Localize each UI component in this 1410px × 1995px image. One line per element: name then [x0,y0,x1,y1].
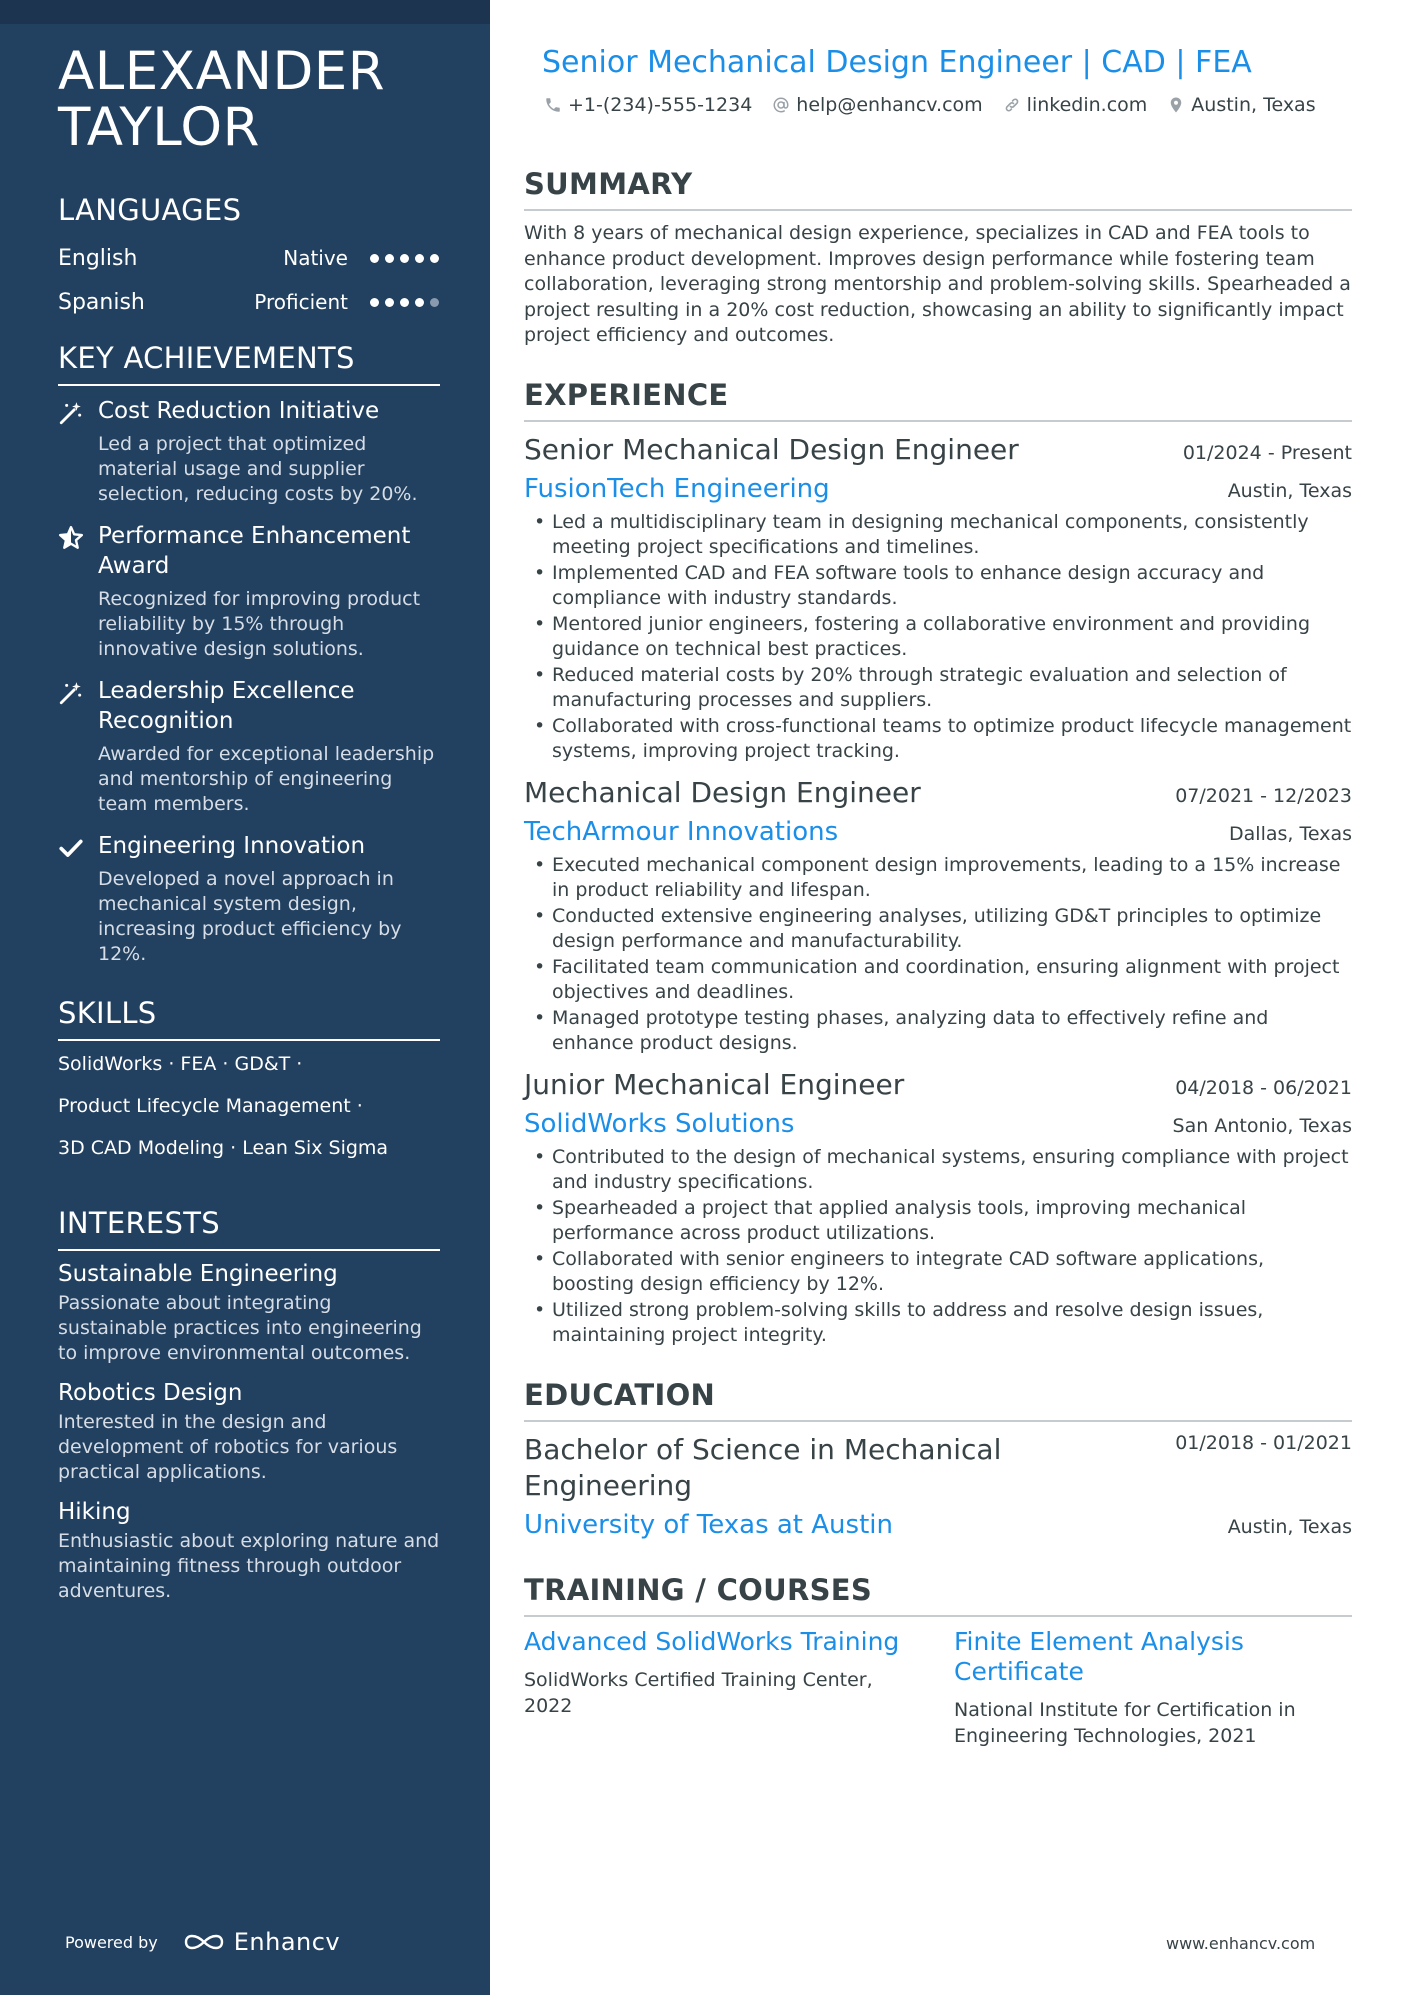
course-item [524,1627,954,1749]
company-name: TechArmour Innovations [524,816,839,847]
job-bullet: • Utilized strong problem-solving skills to address and resolve design issues, maintaining project integrity. [524,1298,1352,1349]
headline: Senior Mechanical Design Engineer | CAD | FEA [542,45,1252,80]
contact-bar [524,94,1352,116]
proficiency-dot [370,298,379,307]
star-icon [58,525,84,551]
language-proficiency-dots [370,254,439,263]
job-bullet: • Led a multidisciplinary team in designing mechanical components, consistently meeting project specifications and timelines. [524,510,1352,561]
job-title: Junior Mechanical Engineer [524,1067,905,1101]
languages-section [58,192,440,324]
job-bullet: • Facilitated team communication and coordination, ensuring alignment with project objectives and deadlines. [524,955,1352,1006]
achievement-description: Recognized for improving product reliability by 15% through innovative design solutions. [98,588,421,660]
linkedin-text: linkedin.com [1026,94,1148,116]
achievement-item [58,396,440,507]
course-description: National Institute for Certification in Engineering Technologies, 2021 [954,1698,1296,1747]
achievement-title: Engineering Innovation [98,833,366,859]
first-name: ALEXANDER [58,41,386,102]
experience-section [524,377,1352,1349]
language-row [58,280,440,324]
enhancv-logo-icon [182,1930,226,1954]
proficiency-dot [400,298,409,307]
link-icon [1003,96,1021,114]
candidate-name [58,41,440,158]
proficiency-dot [400,254,409,263]
skills-title: SKILLS [58,995,440,1041]
last-name: TAYLOR [58,97,260,158]
achievements-section [58,340,440,967]
checkmark-icon [58,835,84,861]
course-item [954,1627,1352,1749]
enhancv-logo[interactable] [182,1928,340,1956]
magic-wand-icon [58,400,84,426]
training-section [524,1572,1352,1749]
achievement-item [58,831,440,967]
job-bullets [524,1145,1352,1349]
achievements-title: KEY ACHIEVEMENTS [58,340,440,386]
enhancv-brand: Enhancv [233,1928,341,1956]
proficiency-dot [385,254,394,263]
skill-line: SolidWorks · FEA · GD&T · [58,1053,303,1075]
summary-section [524,166,1352,349]
job-entry [524,432,1352,765]
language-row [58,236,440,280]
achievement-description: Awarded for exceptional leadership and mentorship of engineering team members. [98,743,435,815]
job-bullet: • Conducted extensive engineering analyses, utilizing GD&T principles to optimize design performance and manufacturability. [524,904,1352,955]
achievement-description: Developed a novel approach in mechanical system design, increasing product efficiency by 12%. [98,868,402,965]
proficiency-dot-empty [430,298,439,307]
language-level: Native [283,246,348,270]
at-sign-icon [772,96,790,114]
skill-line: Product Lifecycle Management · [58,1095,363,1117]
degree: Bachelor of Science in Mechanical Engineering [524,1432,1002,1502]
summary-title: SUMMARY [524,166,1352,211]
job-bullets [524,510,1352,765]
interest-description: Interested in the design and development of robotics for various practical applications. [58,1411,398,1483]
job-bullet: • Mentored junior engineers, fostering a collaborative environment and providing guidance on technical best practices. [524,612,1352,663]
language-level: Proficient [254,290,348,314]
job-bullets [524,853,1352,1057]
contact-phone[interactable] [544,94,752,116]
proficiency-dot [415,298,424,307]
powered-by-label: Powered by [65,1932,158,1952]
resume-header [524,44,1352,116]
sidebar-content [58,41,440,1604]
job-location: San Antonio, Texas [1172,1114,1352,1137]
location-pin-icon [1167,96,1185,114]
sidebar [0,0,490,1995]
interest-description: Enthusiastic about exploring nature and maintaining fitness through outdoor adventures. [58,1530,440,1602]
job-entry [524,775,1352,1057]
achievement-title: Cost Reduction Initiative [98,398,380,424]
job-location: Dallas, Texas [1229,822,1352,845]
location-text: Austin, Texas [1191,94,1316,116]
job-bullet: • Executed mechanical component design improvements, leading to a 15% increase in product reliability and lifespan. [524,853,1352,904]
powered-by [65,1928,340,1956]
company-name: FusionTech Engineering [524,473,830,504]
course-title: Finite Element Analysis Certificate [954,1626,1244,1686]
phone-icon [544,96,562,114]
job-entry [524,1067,1352,1349]
magic-wand-icon [58,680,84,706]
email-text: help@enhancv.com [796,94,983,116]
job-dates: 01/2024 - Present [1182,441,1352,464]
course-description: SolidWorks Certified Training Center, 2022 [524,1668,873,1717]
job-bullet: • Managed prototype testing phases, analyzing data to effectively refine and enhance product designs. [524,1006,1352,1057]
contact-linkedin[interactable] [1003,94,1148,116]
job-location: Austin, Texas [1227,479,1352,502]
skills-section [58,995,440,1169]
job-bullet: • Spearheaded a project that applied analysis tools, improving mechanical performance across product utilizations. [524,1196,1352,1247]
job-bullet: • Collaborated with cross-functional teams to optimize product lifecycle management systems, improving project tracking. [524,714,1352,765]
education-dates: 01/2018 - 01/2021 [1175,1431,1352,1454]
achievement-item [58,676,440,817]
contact-location [1167,94,1315,116]
language-name: English [58,245,138,271]
interest-description: Passionate about integrating sustainable practices into engineering to improve environmental outcomes. [58,1292,422,1364]
job-bullet: • Reduced material costs by 20% through strategic evaluation and selection of manufacturing processes and suppliers. [524,663,1352,714]
job-bullet: • Contributed to the design of mechanical systems, ensuring compliance with project and industry specifications. [524,1145,1352,1196]
education-section [524,1377,1352,1542]
experience-title: EXPERIENCE [524,377,1352,422]
achievement-title: Leadership Excellence Recognition [98,678,355,734]
language-proficiency-dots [370,298,439,307]
education-title: EDUCATION [524,1377,1352,1422]
interests-section [58,1205,440,1604]
company-name: SolidWorks Solutions [524,1108,795,1139]
language-name: Spanish [58,289,145,315]
achievement-item [58,521,440,662]
footer-website[interactable]: www.enhancv.com [1166,1934,1316,1953]
job-bullet: • Collaborated with senior engineers to integrate CAD software applications, boosting design efficiency by 12%. [524,1247,1352,1298]
skill-line: 3D CAD Modeling · Lean Six Sigma [58,1137,389,1159]
proficiency-dot [385,298,394,307]
contact-email[interactable] [772,94,982,116]
proficiency-dot [370,254,379,263]
training-title: TRAINING / COURSES [524,1572,1352,1617]
job-title: Mechanical Design Engineer [524,775,921,809]
interests-title: INTERESTS [58,1205,440,1251]
achievement-title: Performance Enhancement Award [98,523,411,579]
proficiency-dot [430,254,439,263]
education-entry [524,1432,1352,1542]
achievement-description: Led a project that optimized material usage and supplier selection, reducing costs by 20%. [98,433,418,505]
summary-text: With 8 years of mechanical design experience, specializes in CAD and FEA tools to enhance product development. Improves design performance while fostering team collaboration, leveraging strong mentorship and problem-solving skills. Spearheaded a project resulting in a 20% cost reduction, showcasing an ability to significantly impact project efficiency and outcomes. [524,222,1351,346]
languages-title: LANGUAGES [58,193,242,227]
school-name: University of Texas at Austin [524,1509,893,1540]
interest-title: Hiking [58,1499,131,1525]
course-list [524,1627,1352,1749]
school-location: Austin, Texas [1227,1515,1352,1538]
main-content [524,44,1352,1749]
sidebar-top-strip [0,0,490,24]
proficiency-dot [415,254,424,263]
interest-title: Robotics Design [58,1380,243,1406]
job-dates: 07/2021 - 12/2023 [1175,784,1352,807]
job-bullet: • Implemented CAD and FEA software tools to enhance design accuracy and compliance with industry standards. [524,561,1352,612]
interest-title: Sustainable Engineering [58,1261,338,1287]
job-dates: 04/2018 - 06/2021 [1175,1076,1352,1099]
course-title: Advanced SolidWorks Training [524,1626,900,1656]
phone-text: +1-(234)-555-1234 [568,94,753,116]
job-title: Senior Mechanical Design Engineer [524,432,1019,466]
